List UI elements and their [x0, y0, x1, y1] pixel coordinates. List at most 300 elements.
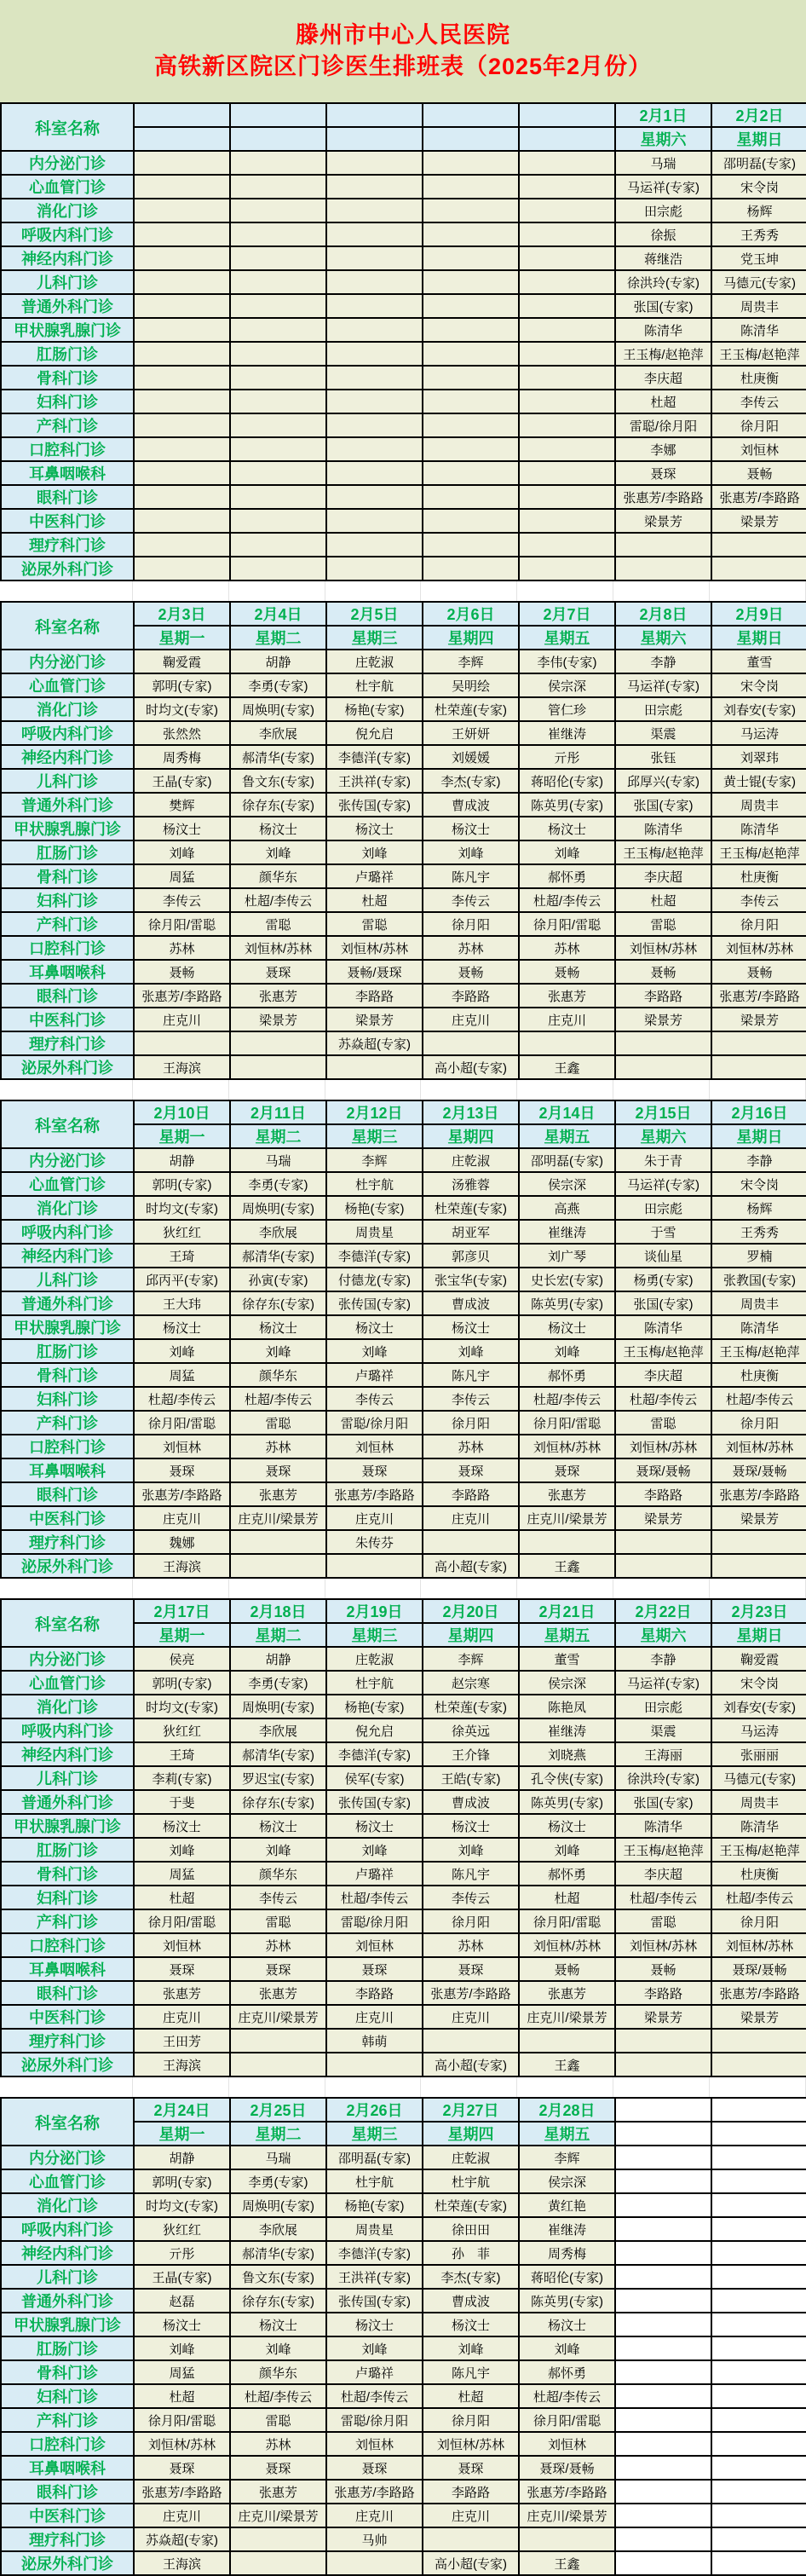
- department-cell: 口腔科门诊: [1, 936, 134, 960]
- corner-cell: 科室名称: [1, 1100, 134, 1148]
- doctor-cell: [230, 390, 326, 413]
- doctor-cell: 杨汶士: [326, 1315, 423, 1339]
- department-cell: 理疗科门诊: [1, 2029, 134, 2053]
- doctor-cell: 杜超: [134, 2384, 230, 2408]
- doctor-cell: [230, 485, 326, 509]
- schedule-row: [1, 1814, 806, 1838]
- ghost-cell: [615, 2146, 711, 2169]
- doctor-cell: 聂琛/聂畅: [711, 1957, 806, 1981]
- schedule-row: [1, 1220, 806, 1244]
- section-gap: [0, 1579, 806, 1598]
- schedule-row: [1, 2480, 806, 2504]
- doctor-cell: 杜荣莲(专家): [423, 2193, 519, 2217]
- doctor-cell: 马运祥(专家): [615, 1671, 711, 1695]
- doctor-cell: [423, 366, 519, 390]
- doctor-cell: 崔继涛: [519, 1220, 615, 1244]
- doctor-cell: 董雪: [519, 1647, 615, 1671]
- department-cell: 泌尿外科门诊: [1, 2053, 134, 2076]
- doctor-cell: 徐月阳: [423, 1411, 519, 1435]
- doctor-cell: 管仁珍: [519, 697, 615, 721]
- doctor-cell: [519, 509, 615, 533]
- doctor-cell: 徐月阳/雷聪: [519, 2408, 615, 2432]
- doctor-cell: 马瑞: [230, 1148, 326, 1172]
- schedule-week-table: [0, 1598, 806, 2077]
- doctor-cell: 庄克川: [134, 1506, 230, 1530]
- schedule-row: [1, 769, 806, 793]
- doctor-cell: 周焕明(专家): [230, 697, 326, 721]
- doctor-cell: 杜庚衡: [711, 1363, 806, 1387]
- doctor-cell: 杨汶士: [423, 1814, 519, 1838]
- doctor-cell: 杨汶士: [134, 817, 230, 840]
- doctor-cell: 时均文(专家): [134, 2193, 230, 2217]
- department-cell: 骨科门诊: [1, 1862, 134, 1886]
- doctor-cell: 苏焱超(专家): [134, 2527, 230, 2551]
- doctor-cell: [711, 1031, 806, 1055]
- doctor-cell: [711, 1530, 806, 1554]
- doctor-cell: 杜庚衡: [711, 1862, 806, 1886]
- date-cell: 2月25日: [230, 2098, 326, 2122]
- doctor-cell: 胡亚军: [423, 1220, 519, 1244]
- doctor-cell: 刘峰: [519, 1339, 615, 1363]
- date-cell: [230, 103, 326, 127]
- hospital-name: 滕州市中心人民医院: [296, 22, 510, 48]
- doctor-cell: 刘峰: [134, 2336, 230, 2360]
- doctor-cell: 徐存东(专家): [230, 1790, 326, 1814]
- doctor-cell: 胡静: [230, 1647, 326, 1671]
- doctor-cell: 周猛: [134, 2360, 230, 2384]
- ghost-cell: [711, 2336, 806, 2360]
- doctor-cell: 郭明(专家): [134, 1172, 230, 1196]
- doctor-cell: 史长宏(专家): [519, 1268, 615, 1291]
- schedule-row: [1, 1647, 806, 1671]
- doctor-cell: 庄乾淑: [326, 1647, 423, 1671]
- ghost-cell: [711, 2289, 806, 2313]
- schedule-row: [1, 1933, 806, 1957]
- doctor-cell: [230, 366, 326, 390]
- doctor-cell: [519, 533, 615, 557]
- doctor-cell: 梁景芳: [326, 1008, 423, 1031]
- doctor-cell: 马运涛: [711, 721, 806, 745]
- doctor-cell: 刘峰: [230, 2336, 326, 2360]
- doctor-cell: 刘峰: [519, 840, 615, 864]
- doctor-cell: [134, 390, 230, 413]
- gap-gridline-segment: [229, 581, 325, 601]
- doctor-cell: [326, 246, 423, 270]
- doctor-cell: 张惠芳: [230, 1482, 326, 1506]
- doctor-cell: 郝清华(专家): [230, 1742, 326, 1766]
- doctor-cell: 李杰(专家): [423, 2265, 519, 2289]
- doctor-cell: 庄克川: [423, 1506, 519, 1530]
- doctor-cell: 刘恒林/苏林: [134, 2432, 230, 2456]
- schedule-row: [1, 1530, 806, 1554]
- weekday-cell: 星期二: [230, 2122, 326, 2146]
- doctor-cell: 杜超: [615, 390, 711, 413]
- doctor-cell: 庄克川: [326, 2504, 423, 2527]
- corner-cell: 科室名称: [1, 2098, 134, 2146]
- department-cell: 呼吸内科门诊: [1, 1718, 134, 1742]
- doctor-cell: 倪允启: [326, 721, 423, 745]
- doctor-cell: 王海滨: [134, 2551, 230, 2575]
- ghost-cell: [711, 2098, 806, 2122]
- doctor-cell: 曹成波: [423, 1790, 519, 1814]
- doctor-cell: 王洪祥(专家): [326, 2265, 423, 2289]
- doctor-cell: 曹成波: [423, 1291, 519, 1315]
- doctor-cell: 周贵丰: [711, 1790, 806, 1814]
- doctor-cell: 周秀梅: [519, 2241, 615, 2265]
- doctor-cell: 杜宇航: [423, 2169, 519, 2193]
- schedule-row: [1, 697, 806, 721]
- doctor-cell: 刘峰: [134, 1339, 230, 1363]
- doctor-cell: [423, 1031, 519, 1055]
- section-gap: [0, 581, 806, 601]
- date-cell: 2月18日: [230, 1599, 326, 1623]
- doctor-cell: [326, 1055, 423, 1079]
- doctor-cell: 徐月阳: [711, 1909, 806, 1933]
- doctor-cell: 聂琛: [423, 1957, 519, 1981]
- doctor-cell: 雷聪: [615, 1411, 711, 1435]
- doctor-cell: 庄克川/梁景芳: [230, 2005, 326, 2029]
- doctor-cell: 聂琛/聂畅: [519, 2456, 615, 2480]
- doctor-cell: 苏林: [230, 1435, 326, 1458]
- doctor-cell: 徐月阳: [423, 1909, 519, 1933]
- doctor-cell: 李路路: [615, 1482, 711, 1506]
- weekday-cell: 星期五: [519, 626, 615, 650]
- date-cell: 2月2日: [711, 103, 806, 127]
- doctor-cell: 雷聪: [326, 912, 423, 936]
- doctor-cell: 李传云: [230, 1886, 326, 1909]
- doctor-cell: 刘恒林/苏林: [326, 936, 423, 960]
- schedule-row: [1, 294, 806, 318]
- doctor-cell: 赵磊: [134, 2289, 230, 2313]
- doctor-cell: 孙寅(专家): [230, 1268, 326, 1291]
- doctor-cell: 于斐: [134, 1790, 230, 1814]
- department-cell: 眼科门诊: [1, 1981, 134, 2005]
- date-cell: 2月22日: [615, 1599, 711, 1623]
- corner-cell: 科室名称: [1, 103, 134, 151]
- schedule-row: [1, 437, 806, 461]
- doctor-cell: 杨汶士: [519, 817, 615, 840]
- doctor-cell: 聂畅: [615, 1957, 711, 1981]
- ghost-cell: [711, 2217, 806, 2241]
- doctor-cell: 刘峰: [230, 1339, 326, 1363]
- department-cell: 心血管门诊: [1, 175, 134, 199]
- doctor-cell: 苏林: [230, 2432, 326, 2456]
- doctor-cell: 杜超/李传云: [326, 2384, 423, 2408]
- department-cell: 中医科门诊: [1, 1008, 134, 1031]
- doctor-cell: 聂琛: [134, 2456, 230, 2480]
- doctor-cell: 刘恒林/苏林: [615, 1435, 711, 1458]
- doctor-cell: 聂畅/聂琛: [326, 960, 423, 984]
- doctor-cell: 周秀梅: [134, 745, 230, 769]
- doctor-cell: 杨汶士: [230, 1315, 326, 1339]
- doctor-cell: 雷聪/徐月阳: [326, 1909, 423, 1933]
- date-cell: 2月10日: [134, 1100, 230, 1124]
- doctor-cell: [230, 1530, 326, 1554]
- doctor-cell: 周贵星: [326, 2217, 423, 2241]
- doctor-cell: 颜华东: [230, 864, 326, 888]
- doctor-cell: 孔令侠(专家): [519, 1766, 615, 1790]
- doctor-cell: 鲁文东(专家): [230, 2265, 326, 2289]
- doctor-cell: 郭彦贝: [423, 1244, 519, 1268]
- doctor-cell: 王妍妍: [423, 721, 519, 745]
- department-cell: 产科门诊: [1, 2408, 134, 2432]
- doctor-cell: 马德元(专家): [711, 270, 806, 294]
- doctor-cell: 曹成波: [423, 793, 519, 817]
- doctor-cell: 杜荣莲(专家): [423, 1196, 519, 1220]
- department-cell: 泌尿外科门诊: [1, 2551, 134, 2575]
- weekday-cell: 星期三: [326, 2122, 423, 2146]
- doctor-cell: 庄克川/梁景芳: [519, 1506, 615, 1530]
- department-cell: 肛肠门诊: [1, 2336, 134, 2360]
- gap-gridline-segment: [613, 581, 710, 601]
- doctor-cell: 张惠芳/李路路: [711, 1482, 806, 1506]
- doctor-cell: 张国(专家): [615, 793, 711, 817]
- doctor-cell: 聂琛: [423, 1458, 519, 1482]
- schedule-row: [1, 1387, 806, 1411]
- doctor-cell: 刘恒林/苏林: [519, 1933, 615, 1957]
- doctor-cell: 李勇(专家): [230, 1671, 326, 1695]
- department-cell: 口腔科门诊: [1, 1435, 134, 1458]
- schedule-row: [1, 2193, 806, 2217]
- doctor-cell: 马运祥(专家): [615, 1172, 711, 1196]
- weekday-cell: 星期五: [519, 1124, 615, 1148]
- doctor-cell: 郭明(专家): [134, 1671, 230, 1695]
- ghost-cell: [711, 2122, 806, 2146]
- weekday-cell: [326, 127, 423, 151]
- doctor-cell: 陈清华: [615, 1315, 711, 1339]
- doctor-cell: 杨艳(专家): [326, 697, 423, 721]
- doctor-cell: 周贵星: [326, 1220, 423, 1244]
- department-cell: 内分泌门诊: [1, 2146, 134, 2169]
- schedule-row: [1, 1981, 806, 2005]
- doctor-cell: [134, 557, 230, 580]
- schedule-title: 高铁新区院区门诊医生排班表（2025年2月份）: [153, 54, 653, 79]
- doctor-cell: 高小超(专家): [423, 1055, 519, 1079]
- doctor-cell: 周焕明(专家): [230, 1196, 326, 1220]
- doctor-cell: [134, 151, 230, 175]
- doctor-cell: 杨汶士: [326, 1814, 423, 1838]
- date-cell: 2月26日: [326, 2098, 423, 2122]
- doctor-cell: 王鑫: [519, 1055, 615, 1079]
- schedule-row: [1, 557, 806, 580]
- doctor-cell: [326, 294, 423, 318]
- gap-gridline-segment: [325, 581, 422, 601]
- doctor-cell: 张然然: [134, 721, 230, 745]
- doctor-cell: 杨勇(专家): [615, 1268, 711, 1291]
- doctor-cell: 张丽丽: [711, 1742, 806, 1766]
- schedule-row: [1, 1055, 806, 1079]
- date-cell: [423, 103, 519, 127]
- doctor-cell: 梁景芳: [711, 1506, 806, 1530]
- gap-gridline-segment: [133, 2077, 229, 2097]
- ghost-cell: [615, 2313, 711, 2336]
- doctor-cell: 张惠芳: [230, 2480, 326, 2504]
- doctor-cell: 杨艳(专家): [326, 2193, 423, 2217]
- doctor-cell: 侯宗深: [519, 1671, 615, 1695]
- doctor-cell: 倪允启: [326, 1718, 423, 1742]
- schedule-weeks-container: [0, 102, 806, 2576]
- doctor-cell: [519, 222, 615, 246]
- doctor-cell: 谈仙星: [615, 1244, 711, 1268]
- doctor-cell: [134, 175, 230, 199]
- date-cell: 2月8日: [615, 602, 711, 626]
- doctor-cell: 张惠芳/李路路: [326, 1482, 423, 1506]
- doctor-cell: 崔继涛: [519, 2217, 615, 2241]
- department-cell: 妇科门诊: [1, 1886, 134, 1909]
- doctor-cell: 李德洋(专家): [326, 2241, 423, 2265]
- gap-gridline-segment: [517, 1579, 613, 1598]
- doctor-cell: [134, 199, 230, 222]
- schedule-row: [1, 390, 806, 413]
- doctor-cell: 李传云: [423, 1886, 519, 1909]
- department-cell: 骨科门诊: [1, 864, 134, 888]
- doctor-cell: 韩萌: [326, 2029, 423, 2053]
- doctor-cell: 杨汶士: [423, 817, 519, 840]
- doctor-cell: 王秀秀: [711, 222, 806, 246]
- weekday-cell: 星期六: [615, 1623, 711, 1647]
- doctor-cell: 张传国(专家): [326, 793, 423, 817]
- doctor-cell: 王玉梅/赵艳萍: [711, 1838, 806, 1862]
- doctor-cell: [134, 222, 230, 246]
- gap-gridline-segment: [133, 1080, 229, 1100]
- doctor-cell: 李勇(专家): [230, 673, 326, 697]
- doctor-cell: [134, 1031, 230, 1055]
- doctor-cell: 李辉: [423, 1647, 519, 1671]
- doctor-cell: 陈英男(专家): [519, 793, 615, 817]
- doctor-cell: 苏林: [230, 1933, 326, 1957]
- doctor-cell: 庄克川/梁景芳: [230, 1506, 326, 1530]
- doctor-cell: 卢璐祥: [326, 1862, 423, 1886]
- doctor-cell: 杜超/李传云: [230, 1387, 326, 1411]
- schedule-row: [1, 912, 806, 936]
- doctor-cell: 侯宗深: [519, 2169, 615, 2193]
- doctor-cell: 李德洋(专家): [326, 1742, 423, 1766]
- doctor-cell: 张惠芳/李路路: [711, 1981, 806, 2005]
- department-cell: 中医科门诊: [1, 509, 134, 533]
- doctor-cell: 苏林: [519, 936, 615, 960]
- department-cell: 耳鼻咽喉科: [1, 461, 134, 485]
- schedule-row: [1, 1008, 806, 1031]
- doctor-cell: 苏焱超(专家): [326, 1031, 423, 1055]
- department-cell: 儿科门诊: [1, 2265, 134, 2289]
- doctor-cell: [711, 557, 806, 580]
- doctor-cell: [519, 366, 615, 390]
- gap-gridline-segment: [325, 2077, 422, 2097]
- doctor-cell: 徐月阳: [711, 1411, 806, 1435]
- department-cell: 儿科门诊: [1, 769, 134, 793]
- doctor-cell: 聂琛/聂畅: [615, 1458, 711, 1482]
- doctor-cell: 刘峰: [326, 2336, 423, 2360]
- doctor-cell: 张惠芳: [519, 984, 615, 1008]
- doctor-cell: 卢璐祥: [326, 2360, 423, 2384]
- doctor-cell: [519, 342, 615, 366]
- doctor-cell: [326, 533, 423, 557]
- date-cell: 2月13日: [423, 1100, 519, 1124]
- doctor-cell: 李欣展: [230, 721, 326, 745]
- date-cell: 2月9日: [711, 602, 806, 626]
- doctor-cell: [134, 485, 230, 509]
- doctor-cell: 雷聪: [230, 912, 326, 936]
- doctor-cell: 杜超/李传云: [230, 2384, 326, 2408]
- doctor-cell: [519, 485, 615, 509]
- doctor-cell: 庄乾淑: [326, 650, 423, 673]
- doctor-cell: 刘峰: [230, 840, 326, 864]
- schedule-row: [1, 745, 806, 769]
- weekday-cell: [519, 127, 615, 151]
- ghost-cell: [615, 2265, 711, 2289]
- section-gap: [0, 1080, 806, 1100]
- doctor-cell: 樊辉: [134, 793, 230, 817]
- schedule-row: [1, 2313, 806, 2336]
- department-cell: 中医科门诊: [1, 1506, 134, 1530]
- department-cell: 眼科门诊: [1, 2480, 134, 2504]
- weekday-cell: [423, 127, 519, 151]
- schedule-row: [1, 1886, 806, 1909]
- schedule-row: [1, 936, 806, 960]
- department-cell: 神经内科门诊: [1, 246, 134, 270]
- doctor-cell: 聂畅: [615, 960, 711, 984]
- department-cell: 口腔科门诊: [1, 1933, 134, 1957]
- doctor-cell: 杜宇航: [326, 2169, 423, 2193]
- doctor-cell: 雷聪: [230, 2408, 326, 2432]
- department-cell: 普通外科门诊: [1, 793, 134, 817]
- date-cell: 2月28日: [519, 2098, 615, 2122]
- doctor-cell: 刘恒林/苏林: [711, 1435, 806, 1458]
- doctor-cell: [134, 246, 230, 270]
- department-cell: 骨科门诊: [1, 366, 134, 390]
- doctor-cell: 徐存东(专家): [230, 1291, 326, 1315]
- schedule-week-table: [0, 1100, 806, 1579]
- doctor-cell: 刘恒林/苏林: [711, 1933, 806, 1957]
- department-cell: 心血管门诊: [1, 673, 134, 697]
- department-cell: 肛肠门诊: [1, 1339, 134, 1363]
- doctor-cell: 王洪祥(专家): [326, 769, 423, 793]
- doctor-cell: [519, 199, 615, 222]
- doctor-cell: 庄克川: [134, 2005, 230, 2029]
- doctor-cell: 雷聪/徐月阳: [326, 1411, 423, 1435]
- doctor-cell: [326, 2053, 423, 2076]
- gap-gridline-segment: [710, 2077, 806, 2097]
- doctor-cell: 苏林: [423, 1933, 519, 1957]
- doctor-cell: 聂畅: [519, 960, 615, 984]
- doctor-cell: 王鑫: [519, 1554, 615, 1578]
- doctor-cell: 黄红艳: [519, 2193, 615, 2217]
- schedule-row: [1, 1506, 806, 1530]
- ghost-cell: [615, 2432, 711, 2456]
- doctor-cell: 李辉: [326, 1148, 423, 1172]
- doctor-cell: 田宗彪: [615, 199, 711, 222]
- doctor-cell: 马运祥(专家): [615, 175, 711, 199]
- doctor-cell: 郝清华(专家): [230, 1244, 326, 1268]
- doctor-cell: 崔继涛: [519, 721, 615, 745]
- schedule-week-table: [0, 2097, 806, 2576]
- doctor-cell: 杜超/李传云: [519, 888, 615, 912]
- doctor-cell: [230, 2527, 326, 2551]
- doctor-cell: 郝怀勇: [519, 864, 615, 888]
- doctor-cell: 张惠芳/李路路: [134, 2480, 230, 2504]
- schedule-row: [1, 888, 806, 912]
- schedule-row: [1, 2360, 806, 2384]
- doctor-cell: 杨汶士: [134, 1814, 230, 1838]
- department-cell: 呼吸内科门诊: [1, 1220, 134, 1244]
- schedule-row: [1, 222, 806, 246]
- department-cell: 耳鼻咽喉科: [1, 1458, 134, 1482]
- doctor-cell: [230, 342, 326, 366]
- doctor-cell: [519, 318, 615, 342]
- gap-gridline-segment: [0, 581, 133, 601]
- doctor-cell: 李静: [711, 1148, 806, 1172]
- weekday-cell: 星期五: [519, 2122, 615, 2146]
